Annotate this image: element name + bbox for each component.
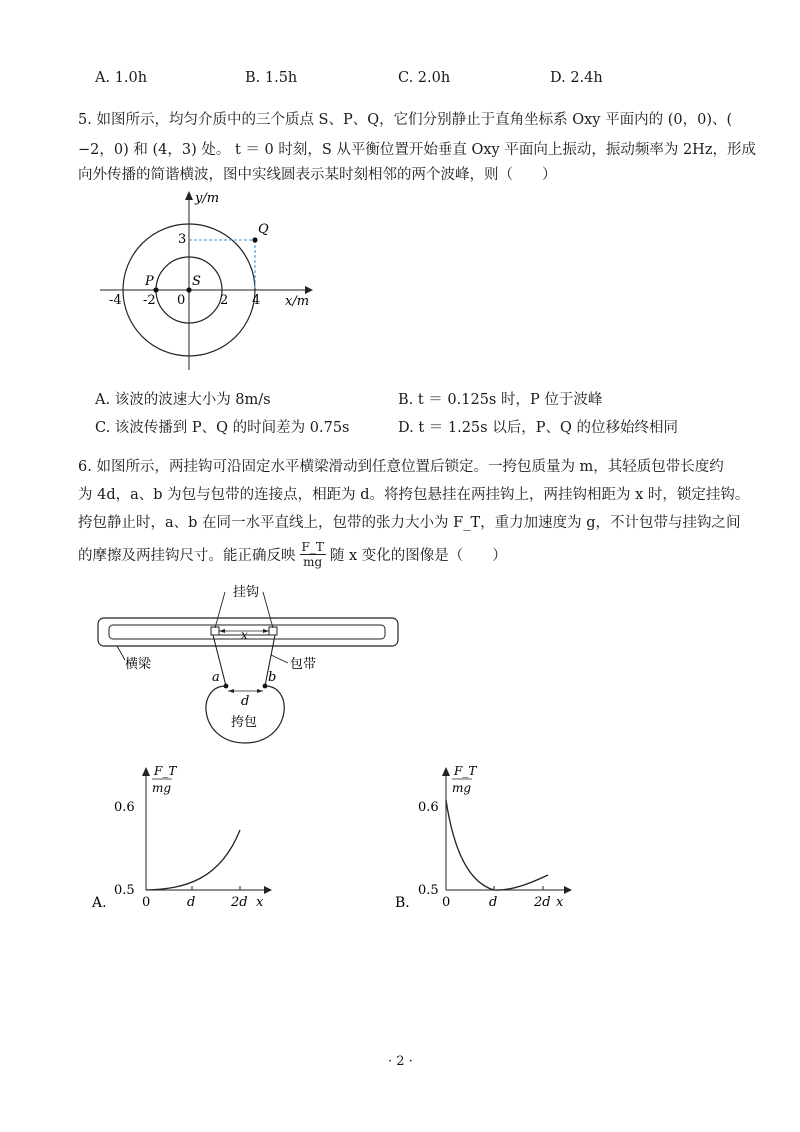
graph-b-ytick-05: 0.5 [418, 883, 439, 898]
q5-option-c: C. 该波传播到 P、Q 的时间差为 0.75s [95, 420, 350, 436]
graph-a-curve [146, 830, 240, 890]
q5-stem-line-3: 向外传播的简谐横波，图中实线圆表示某时刻相邻的两个波峰，则（ ） [78, 167, 557, 183]
q6-line4-after: 随 x 变化的图像是（ ） [329, 547, 507, 564]
graph-b-xlabel: x [556, 895, 564, 910]
q5-stem-line-1: 5. 如图所示，均匀介质中的三个质点 S、P、Q，它们分别静止于直角坐标系 Oxy 平面内的 (0，0)、( [78, 112, 733, 128]
label-b: b [268, 670, 277, 685]
x-axis-arrow [305, 286, 313, 294]
d-dimension-label: d [241, 694, 250, 709]
q6-fraction [300, 540, 326, 569]
tick-x-neg4: -4 [109, 293, 122, 308]
graph-b-ylabel-num: F_T [454, 764, 477, 778]
x-dimension-arrow-left [219, 629, 225, 633]
q6-fraction-denominator: mg [303, 554, 323, 569]
q5-stem-line-2: −2，0) 和 (4，3) 处。 t ＝ 0 时刻，S 从平衡位置开始垂直 Oxy 平面向上振动，振动频率为 2Hz，形成 [78, 142, 756, 158]
graph-a-xtick-2d: 2d [231, 895, 248, 910]
strap [213, 635, 275, 686]
q6-stem-line-3: 挎包静止时，a、b 在同一水平直线上，包带的张力大小为 F_T，重力加速度为 g，不计包带与挂钩之间 [78, 515, 741, 531]
graph-b-x-arrow [564, 886, 572, 894]
beam-outer [98, 618, 398, 646]
graph-b-xtick-2d: 2d [534, 895, 551, 910]
graph-b-ylabel-den: mg [452, 781, 472, 795]
y-axis-arrow [185, 191, 193, 200]
graph-b-xtick-d: d [489, 895, 498, 910]
q4-option-c: C. 2.0h [398, 70, 451, 86]
graph-b-xtick-0: 0 [442, 895, 451, 910]
point-s [186, 287, 191, 292]
graph-a-ytick-05: 0.5 [114, 883, 135, 898]
tick-x-neg2: -2 [143, 293, 156, 308]
graph-b-curve [446, 800, 548, 890]
x-dimension-arrow-right [263, 629, 269, 633]
tick-x-2: 2 [220, 293, 229, 308]
graph-a-ylabel-den: mg [152, 781, 172, 795]
q5-option-d: D. t ＝ 1.25s 以后，P、Q 的位移始终相同 [398, 420, 678, 436]
q6-line4-before: 的摩擦及两挂钩尺寸。能正确反映 [78, 547, 296, 564]
q6-stem-line-1: 6. 如图所示，两挂钩可沿固定水平横梁滑动到任意位置后锁定。一挎包质量为 m，其轻质包带长度约 [78, 459, 724, 475]
x-dimension-label: x [241, 628, 248, 642]
q6-fraction-numerator: F_T [301, 539, 324, 554]
q5-wave-figure [95, 188, 325, 378]
hook-right [269, 627, 277, 635]
q4-option-d: D. 2.4h [550, 70, 603, 86]
q6-stem-line-4 [78, 536, 507, 572]
strap-label: 包带 [290, 657, 317, 672]
tick-origin: 0 [177, 293, 186, 308]
q5-option-a: A. 该波的波速大小为 8m/s [95, 392, 271, 408]
graph-a-y-arrow [142, 767, 150, 776]
strap-pointer [271, 655, 288, 663]
q4-option-b: B. 1.5h [245, 70, 298, 86]
q6-bag-figure [95, 578, 415, 756]
graph-a-ytick-06: 0.6 [114, 800, 135, 815]
hook-left [211, 627, 219, 635]
page-number: · 2 · [388, 1054, 413, 1069]
point-p [153, 287, 158, 292]
label-p: P [145, 274, 154, 289]
tick-y-3: 3 [178, 232, 187, 247]
d-dimension-arrow-left [228, 689, 234, 693]
hook-pointer-right [263, 592, 273, 628]
graph-b-option-label: B. [395, 895, 410, 911]
graph-a-xlabel: x [256, 895, 264, 910]
label-a: a [212, 670, 220, 685]
q4-option-a: A. 1.0h [95, 70, 148, 86]
graph-b-ytick-06: 0.6 [418, 800, 439, 815]
q5-option-b: B. t ＝ 0.125s 时，P 位于波峰 [398, 392, 603, 408]
beam-label: 横梁 [125, 657, 152, 672]
hook-pointer-left [215, 592, 225, 628]
graph-a-option-label: A. [92, 895, 107, 911]
q6-graph-a [90, 760, 290, 915]
graph-b-y-arrow [442, 767, 450, 776]
y-axis-label: y/m [195, 191, 220, 206]
graph-a-xtick-0: 0 [142, 895, 151, 910]
q6-stem-line-2: 为 4d，a、b 为包与包带的连接点，相距为 d。将挎包悬挂在两挂钩上，两挂钩相距为 x 时，锁定挂钩。 [78, 487, 750, 503]
label-q: Q [258, 222, 269, 237]
bag-label: 挎包 [231, 715, 258, 730]
x-axis-label: x/m [285, 294, 310, 309]
beam-pointer [117, 646, 125, 660]
graph-a-xtick-d: d [187, 895, 196, 910]
point-q [252, 237, 257, 242]
label-s: S [192, 274, 201, 289]
graph-a-ylabel-num: F_T [154, 764, 177, 778]
q6-graph-b [393, 760, 593, 915]
tick-x-4: 4 [252, 293, 261, 308]
d-dimension-arrow-right [257, 689, 263, 693]
graph-a-x-arrow [264, 886, 272, 894]
hooks-label: 挂钩 [233, 585, 260, 600]
